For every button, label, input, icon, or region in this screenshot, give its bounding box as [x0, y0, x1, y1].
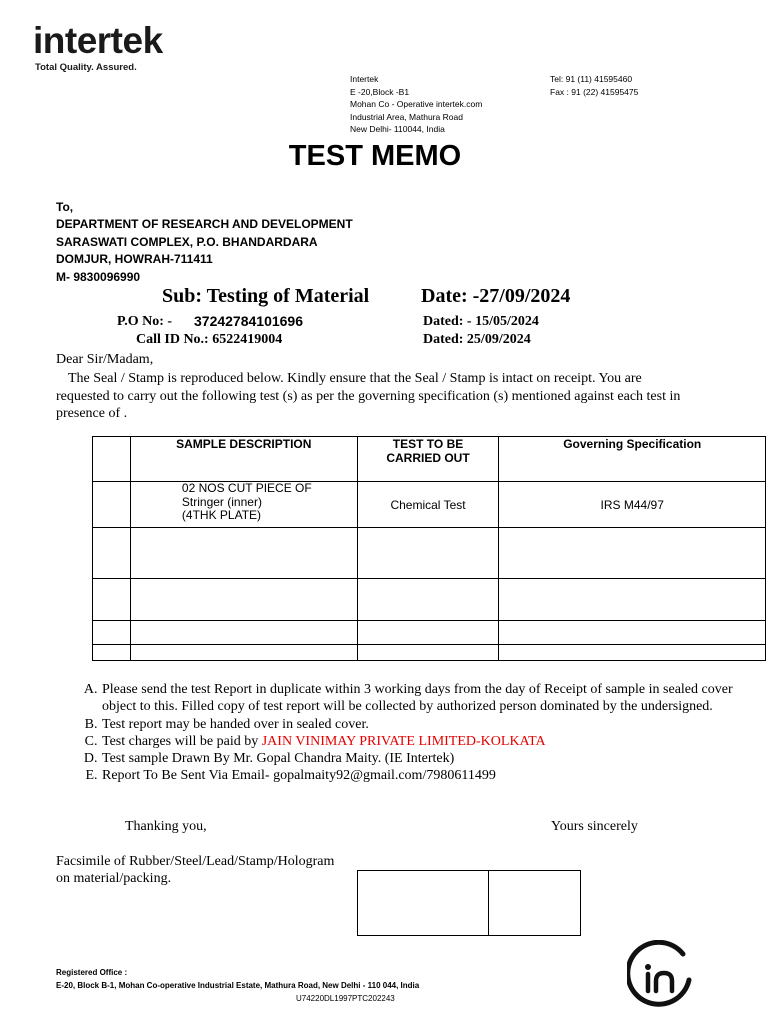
greeting: Dear Sir/Madam,	[56, 352, 154, 367]
logo-tagline: Total Quality. Assured.	[35, 62, 137, 73]
table-header-row	[93, 437, 766, 482]
address-line: E -20,Block -B1	[350, 86, 410, 97]
yours-sincerely: Yours sincerely	[551, 819, 638, 834]
seal-box	[357, 870, 581, 936]
table-cell	[357, 528, 499, 579]
sample-description-cell	[130, 482, 357, 528]
call-id: Call ID No.: 6522419004	[136, 332, 283, 347]
note-item	[101, 733, 751, 750]
recipient-line: DEPARTMENT OF RESEARCH AND DEVELOPMENT	[56, 217, 353, 232]
tel-number: Tel: 91 (11) 41595460	[550, 74, 633, 84]
call-id-dated: Dated: 25/09/2024	[423, 332, 531, 347]
table-cell	[93, 621, 131, 645]
address-line: Intertek	[350, 74, 379, 84]
table-cell	[357, 621, 499, 645]
header-test: TEST TO BE CARRIED OUT	[357, 437, 499, 482]
sample-desc-line: 02 NOS CUT PIECE OF	[181, 481, 312, 495]
fax-number: Fax : 91 (22) 41595475	[550, 86, 639, 97]
table-cell	[357, 645, 499, 661]
facsimile-line: on material/packing.	[56, 871, 172, 886]
address-line: New Delhi- 110044, India	[350, 124, 445, 135]
page-title: TEST MEMO	[288, 140, 462, 172]
address-line: Mohan Co - Operative intertek.com	[350, 99, 483, 110]
intertek-logo: intertek	[33, 20, 163, 61]
table-row	[93, 482, 766, 528]
recipient-block	[56, 199, 353, 286]
sample-desc-line: (4THK PLATE)	[181, 508, 262, 522]
table-cell	[499, 528, 766, 579]
cin-number: U74220DL1997PTC202243	[296, 994, 395, 1003]
note-item: E. Report To Be Sent Via Email- gopalmaity92@gmail.com/7980611499	[101, 767, 751, 784]
table-cell	[499, 645, 766, 661]
table-row	[93, 528, 766, 579]
note-item: B. Test report may be handed over in sealed cover.	[101, 716, 751, 733]
facsimile-line: Facsimile of Rubber/Steel/Lead/Stamp/Hologram	[56, 854, 335, 869]
po-number: 37242784101696	[194, 313, 304, 329]
reg-label: Registered Office :	[56, 968, 128, 977]
company-contact	[550, 73, 638, 98]
notes-list	[57, 681, 751, 785]
seal-box-divider	[488, 870, 489, 936]
thanks-text: Thanking you,	[125, 819, 207, 834]
body-paragraph: The Seal / Stamp is reproduced below. Kindly ensure that the Seal / Stamp is intact on receipt. You are requested to carry out the following test (s) as per the governing specification (s) mentioned against each test in presence of .	[56, 371, 681, 421]
table-cell	[93, 579, 131, 621]
table-row	[93, 621, 766, 645]
table-cell	[499, 621, 766, 645]
sample-desc-line: Stringer (inner)	[181, 494, 262, 509]
table-cell	[93, 437, 131, 482]
address-line: Industrial Area, Mathura Road	[350, 111, 463, 122]
note-item: A. Please send the test Report in duplicate within 3 working days from the day of Receipt of sample in sealed cover object to this. Filled copy of test report will be collected by authorized person dominated by the undersigned.	[101, 681, 751, 716]
test-cell: Chemical Test	[357, 482, 499, 528]
to-label: To,	[56, 200, 74, 214]
reg-address: E-20, Block B-1, Mohan Co-operative Industrial Estate, Mathura Road, New Delhi - 110 044, India	[56, 980, 420, 990]
table-cell	[130, 645, 357, 661]
table-cell	[130, 621, 357, 645]
subject-line: Sub: Testing of Material	[162, 285, 370, 307]
payer-name: JAIN VINIMAY PRIVATE LIMITED-KOLKATA	[261, 733, 546, 749]
facsimile-label	[56, 853, 334, 887]
table-row	[93, 645, 766, 661]
note-text: Test charges will be paid by	[102, 733, 262, 749]
recipient-line: DOMJUR, HOWRAH-711411	[56, 252, 213, 267]
table-cell	[130, 528, 357, 579]
header-spec: Governing Specification	[499, 437, 766, 482]
note-item: D. Test sample Drawn By Mr. Gopal Chandra Maity. (IE Intertek)	[101, 750, 751, 767]
po-dated: Dated: - 15/05/2024	[423, 314, 539, 329]
table-cell	[499, 579, 766, 621]
table-row	[93, 579, 766, 621]
table-cell	[93, 528, 131, 579]
intertek-in-icon	[627, 940, 695, 1008]
header-sample-description: SAMPLE DESCRIPTION	[130, 437, 357, 482]
recipient-line: M- 9830096990	[56, 269, 141, 284]
registered-office	[56, 967, 419, 992]
memo-date: Date: -27/09/2024	[421, 285, 571, 307]
table-cell	[93, 645, 131, 661]
recipient-line: SARASWATI COMPLEX, P.O. BHANDARDARA	[56, 234, 318, 249]
po-label: P.O No: -	[117, 314, 173, 329]
spec-cell: IRS M44/97	[499, 482, 766, 528]
test-table	[92, 436, 766, 661]
table-cell	[357, 579, 499, 621]
company-address	[350, 73, 482, 136]
table-cell	[130, 579, 357, 621]
table-cell	[93, 482, 131, 528]
